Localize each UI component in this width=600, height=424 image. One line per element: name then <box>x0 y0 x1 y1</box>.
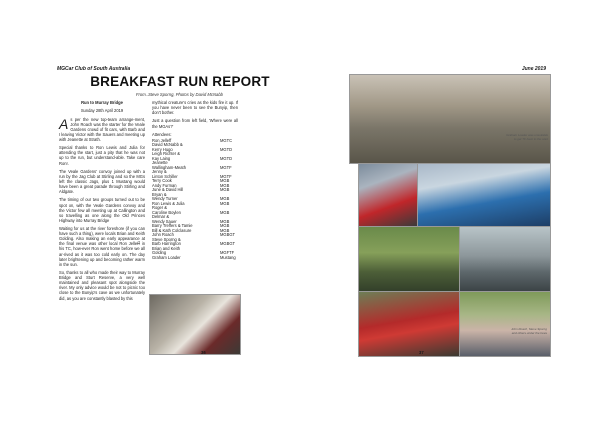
attendee-name: Caroline Boylen <box>152 209 181 215</box>
attendee-name: Brian and Keith <box>152 245 180 251</box>
attendee-name: Barry Treffers & Tamie <box>152 223 193 229</box>
paragraph-8: Just a question from left ﬁeld, 'Where were all the MGAs?' <box>152 118 238 129</box>
attendee-car: MGBGT <box>220 241 236 247</box>
paragraph-3: The Veale Gardens' convoy joined up with a run by the Jag Club at Stirling and so the MGs left the classic Jags, plus 1 Mustang would have been a great parade through Stirling and Aldgate. <box>59 168 145 195</box>
article-byline: From..Steve Sporng, Photos by David McNabb <box>135 92 224 97</box>
photo-picnic-group <box>358 226 460 292</box>
attendee-name: Kay Laing <box>152 155 171 161</box>
attendee-name: Roger & <box>152 205 168 211</box>
attendee-car: MGB <box>220 178 230 184</box>
attendee-name: Kerry Hugo <box>152 146 173 152</box>
attendee-car: MGB <box>220 223 230 229</box>
issue-date: June 2019 <box>521 66 546 72</box>
page-number-left: 36 <box>201 350 206 355</box>
attendee-name: Linton Schiller <box>152 173 178 179</box>
page-number-right: 37 <box>419 350 424 355</box>
attendee-name: Wendy Turner <box>152 196 178 202</box>
photo-caption-tan-mg: Graham Loader was unsuitable to get TF back to the start <box>506 133 548 141</box>
attendee-name: Graham Loader <box>152 254 181 260</box>
photo-members-red-mg <box>358 163 418 227</box>
attendee-name: Bryan & <box>152 191 167 197</box>
attendee-car: MGTD <box>220 146 233 152</box>
photo-tan-mg-tf <box>349 74 551 164</box>
paragraph-5: Waiting for us at the river foreshore (if you can have such a thing), were locals Brian and Keith Golding. Also making an early appearance at the ﬁnal venue was other local Ron Jelleﬀ in his TC, how-ever Ron went home before we all ar-rived as it was too cold early on. The day later brightening up and becoming rather warm in the sun. <box>59 226 145 267</box>
paragraph-6: So, thanks to all who made their way to Murray Bridge and Sturt Reserve, a very well maintained and pleasant spot alongside the river. My only advice would be not to picnic too close to the Bunyip's cave as we unfortunately did, as you are constantly blasted by this <box>59 270 145 301</box>
attendee-car: MGTC <box>220 137 233 143</box>
attendee-car: Mustang <box>220 254 236 260</box>
photo-blue-mgb <box>417 163 551 227</box>
attendee-car: MGB <box>220 218 230 224</box>
photo-red-mgs <box>358 291 460 357</box>
paragraph-7: mythical creature's cries as the kids ﬁre it up. If you have never been to see the Bunyip, then don't bother. <box>152 100 238 116</box>
attendee-name: Barb Harrington <box>152 241 181 247</box>
attendee-list <box>152 139 238 261</box>
attendee-car: MGTF <box>220 164 232 170</box>
photo-mg-interior <box>149 294 241 355</box>
attendee-name: Wallingham-Meath <box>152 164 186 170</box>
attendee-name: Steve Sporng & <box>152 236 181 242</box>
attendee-name: Terry Cook <box>152 178 172 184</box>
article-column-1 <box>59 100 145 304</box>
attendee-car: MGB <box>220 227 230 233</box>
attendee-car: MGTD <box>220 155 233 161</box>
attendee-name: Ron Jelleff <box>152 137 172 143</box>
attendee-car: MGB <box>220 200 230 206</box>
attendee-name: Andy Furman <box>152 182 177 188</box>
attendee-name: Delmar & <box>152 214 170 220</box>
article-date: Sunday 28th April 2019 <box>80 108 124 114</box>
attendees-label: Attendees: <box>152 131 172 137</box>
drop-cap: A <box>59 115 69 132</box>
photo-grey-mgb <box>459 226 551 292</box>
attendee-name: David McNabb & <box>152 142 183 148</box>
article-title: BREAKFAST RUN REPORT <box>90 74 270 89</box>
attendee-car: MGTF <box>220 173 232 179</box>
attendee-car: MGFTF <box>220 250 235 256</box>
paragraph-1 <box>59 117 145 142</box>
attendee-car: MGB <box>220 209 230 215</box>
photo-caption-group: John Roach, Steve Sporng and others under the trees <box>511 327 547 335</box>
paragraph-1-text: s per the new top-team arrange-ment, John Roach was the starter for the Veale Gardens crowd of ﬁt cars, with Barb and I leaving Victor with the Sauers and meeting up with Jeanette at Strath. <box>59 116 145 142</box>
attendee-name: Golding <box>152 250 167 256</box>
club-name: MGCar Club of South Australia <box>57 66 131 72</box>
attendee-name: June & David Hill <box>152 187 184 193</box>
attendee-name: Jeanette <box>152 160 168 166</box>
attendee-name: John Roach <box>152 232 174 238</box>
attendee-name: Wendy Sauer <box>152 218 177 224</box>
attendee-name: Ron Lewis & Julia <box>152 200 185 206</box>
attendee-car: MGBGT <box>220 232 236 238</box>
magazine-spread <box>57 66 550 356</box>
attendee-car: MGB <box>220 196 230 202</box>
attendee-row <box>152 256 238 261</box>
attendee-name: Bill & Kath Colclasure <box>152 227 192 233</box>
photo-members-seated <box>459 291 551 357</box>
attendee-car: MGB <box>220 182 230 188</box>
article-subhead: Run to Murray Bridge <box>81 100 123 105</box>
attendee-name: Leigh Richter & <box>152 151 180 157</box>
article-column-2 <box>152 100 238 260</box>
paragraph-4: The timing of our two groups turned out to be spot on, with the Veale Gardens convoy and the Victor few all meeting up at Callington and so travelling as one along the Old Princes Highway into Murray Bridge <box>59 197 145 223</box>
attendee-car: MGB <box>220 187 230 193</box>
attendee-name: Jenny & <box>152 169 167 175</box>
paragraph-2: Special thanks to Ron Lewis and Julia for attending the start, just a pity that he was not up to the run, but understand-able. Take care Ron!. <box>59 145 145 166</box>
